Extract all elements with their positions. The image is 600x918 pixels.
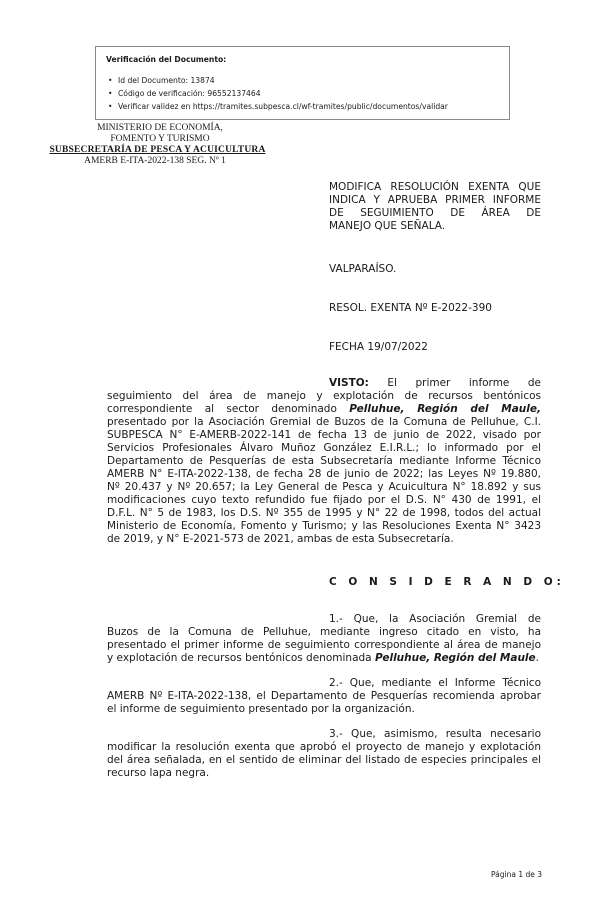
title-line: DE SEGUIMIENTO DE ÁREA DE: [329, 207, 541, 219]
title-line: INDICA Y APRUEBA PRIMER INFORME: [329, 194, 541, 206]
visto-line: de 2019, y N° E-2021-573 de 2021, ambas de esta Subsecretaría.: [107, 533, 454, 545]
ministry-line-1: MINISTERIO DE ECONOMÍA,: [97, 123, 223, 133]
c2-first-line: 2.- Que, mediante el Informe Técnico: [329, 677, 541, 689]
c3-first-line: 3.- Que, asimismo, resulta necesario: [329, 728, 541, 740]
visto-first-line: [107, 377, 541, 390]
c2-line: el informe de seguimiento presentado por la organización.: [107, 703, 415, 715]
visto-line: [107, 403, 541, 416]
c1-last-text: y explotación de recursos bentónicos denominada: [107, 652, 372, 664]
title-line: MANEJO QUE SEÑALA.: [329, 220, 446, 232]
considerando-2: [107, 677, 541, 716]
visto-line: SUBPESCA N° E-AMERB-2022-141 de fecha 13 de junio de 2022, visado por: [107, 429, 541, 441]
considerando-1: [107, 613, 541, 665]
verification-title: Verificación del Documento:: [106, 55, 227, 64]
ministry-line-2: FOMENTO Y TURISMO: [110, 134, 210, 144]
visto-line: AMERB N° E-ITA-2022-138, de fecha 28 de junio de 2022; las Leyes Nº 19.880,: [107, 468, 541, 480]
resolution-date: FECHA 19/07/2022: [329, 341, 428, 353]
c1-period: .: [535, 652, 539, 664]
c3-line: del área señalada, en el sentido de eliminar del listado de especies principales el: [107, 754, 541, 766]
c1-line: Buzos de la Comuna de Pelluhue, mediante ingreso citado en visto, ha: [107, 626, 541, 638]
subsecretaria-heading: SUBSECRETARÍA DE PESCA Y ACUICULTURA: [49, 145, 266, 155]
c1-sector-name: Pelluhue, Región del Maule: [374, 652, 536, 664]
visto-line: seguimiento del área de manejo y explotación de recursos bentónicos: [107, 390, 541, 402]
c1-first-line: 1.- Que, la Asociación Gremial de: [329, 613, 541, 625]
visto-line: modificaciones cuyo texto refundido fue fijado por el D.S. N° 430 de 1991, el: [107, 494, 541, 506]
title-line: MODIFICA RESOLUCIÓN EXENTA QUE: [329, 181, 541, 193]
page-number: Página 1 de 3: [490, 870, 542, 879]
considerando-3: [107, 728, 541, 780]
verification-list: [106, 74, 499, 113]
verification-item-code: • Código de verificación: 96552137464: [118, 87, 499, 100]
c3-line: modificar la resolución exenta que aprobó el proyecto de manejo y explotación: [107, 741, 541, 753]
visto-first-text: El primer informe de: [387, 377, 542, 389]
city: VALPARAÍSO.: [329, 263, 397, 275]
visto-label: VISTO:: [329, 377, 369, 389]
visto-line3-text: correspondiente al sector denominado: [107, 403, 337, 415]
reference-number: AMERB E-ITA-2022-138 SEG. Nº 1: [84, 156, 226, 166]
c2-line: AMERB Nº E-ITA-2022-138, el Departamento de Pesquerías recomienda aprobar: [107, 690, 541, 702]
resolution-number: RESOL. EXENTA Nº E-2022-390: [329, 302, 492, 314]
visto-line: presentado por la Asociación Gremial de Buzos de la Comuna de Pelluhue, C.I.: [107, 416, 541, 428]
verification-item-url[interactable]: • Verificar validez en https://tramites.subpesca.cl/wf-tramites/public/documentos/validar: [118, 100, 499, 113]
verification-box: [95, 46, 510, 120]
c1-line: presentado el primer informe de seguimiento correspondiente al área de manejo: [107, 639, 541, 651]
sector-name: Pelluhue, Región del Maule,: [349, 403, 541, 415]
visto-line: D.F.L. N° 5 de 1983, los D.S. Nº 355 de 1995 y N° 22 de 1998, todos del actual: [107, 507, 541, 519]
visto-paragraph: [107, 377, 541, 546]
visto-line: Ministerio de Economía, Fomento y Turismo; y las Resoluciones Exenta N° 3423: [107, 520, 541, 532]
c1-last-line: [107, 652, 541, 665]
considerando-heading: C O N S I D E R A N D O:: [329, 576, 565, 588]
resolution-title: [329, 181, 541, 233]
c3-line: recurso lapa negra.: [107, 767, 210, 779]
visto-line: Servicios Profesionales Álvaro Muñoz González E.I.R.L.; lo informado por el: [107, 442, 541, 454]
visto-line: Nº 20.437 y Nº 20.657; la Ley General de Pesca y Acuicultura N° 18.892 y sus: [107, 481, 541, 493]
visto-line: Departamento de Pesquerías de esta Subsecretaría mediante Informe Técnico: [107, 455, 541, 467]
verification-item-id: • Id del Documento: 13874: [118, 74, 499, 87]
